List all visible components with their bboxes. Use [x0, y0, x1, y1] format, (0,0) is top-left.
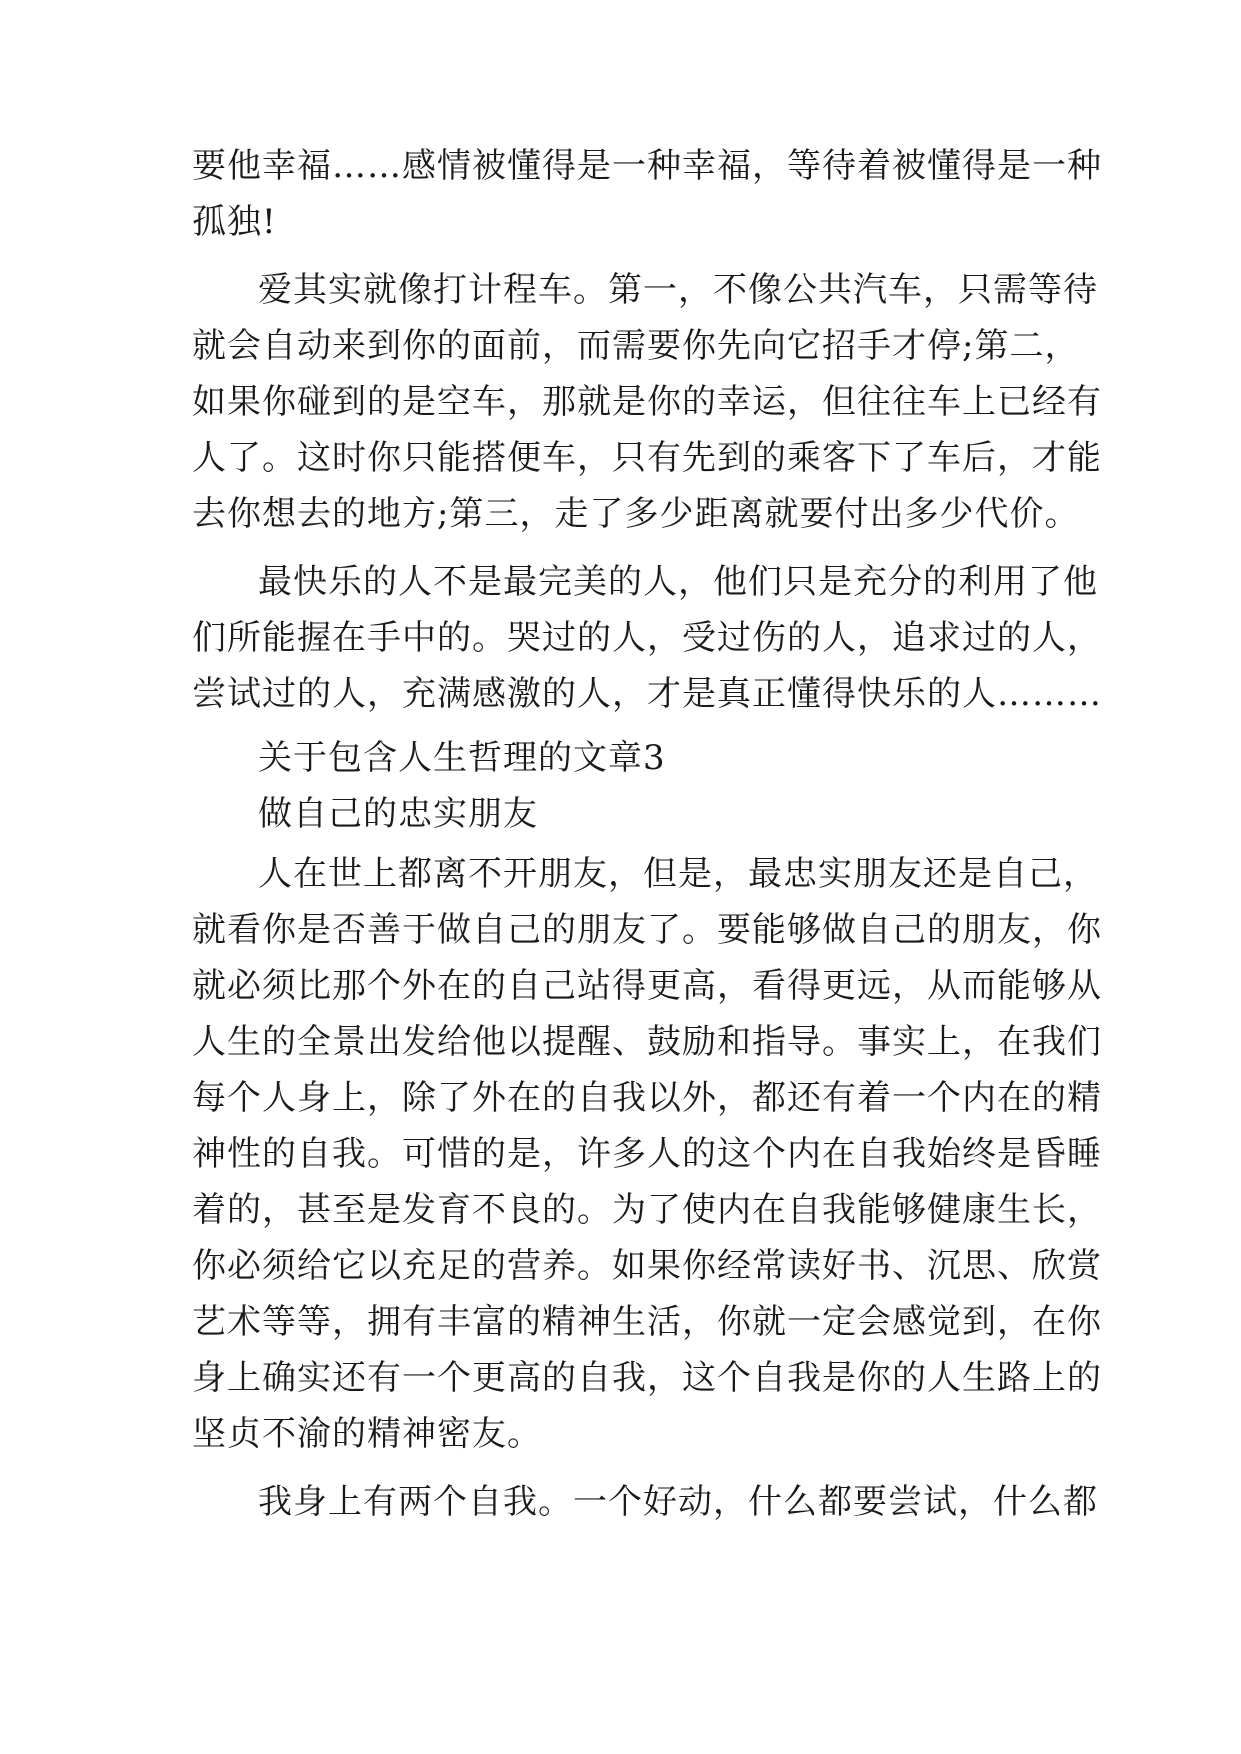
- text-line: 身上确实还有一个更高的自我，这个自我是你的人生路上的: [192, 1358, 1102, 1398]
- text-line: 坚贞不渝的精神密友。: [192, 1414, 542, 1454]
- text-line: 每个人身上，除了外在的自我以外，都还有着一个内在的精: [192, 1078, 1102, 1118]
- text-line: 爱其实就像打计程车。第一，不像公共汽车，只需等待: [258, 270, 1098, 310]
- text-line: 孤独!: [192, 202, 277, 242]
- text-line: 就看你是否善于做自己的朋友了。要能够做自己的朋友，你: [192, 910, 1102, 950]
- article-title: 做自己的忠实朋友: [258, 794, 538, 834]
- text-line: 去你想去的地方;第三，走了多少距离就要付出多少代价。: [192, 494, 1080, 534]
- text-line: 要他幸福……感情被懂得是一种幸福，等待着被懂得是一种: [192, 146, 1102, 186]
- text-line: 们所能握在手中的。哭过的人，受过伤的人，追求过的人，: [192, 618, 1102, 658]
- text-line: 艺术等等，拥有丰富的精神生活，你就一定会感觉到，在你: [192, 1302, 1102, 1342]
- text-line: 神性的自我。可惜的是，许多人的这个内在自我始终是昏睡: [192, 1134, 1102, 1174]
- text-line: 人在世上都离不开朋友，但是，最忠实朋友还是自己，: [258, 854, 1098, 894]
- text-line: 人了。这时你只能搭便车，只有先到的乘客下了车后，才能: [192, 438, 1102, 478]
- text-line: 就必须比那个外在的自己站得更高，看得更远，从而能够从: [192, 966, 1102, 1006]
- text-line: 着的，甚至是发育不良的。为了使内在自我能够健康生长，: [192, 1190, 1102, 1230]
- text-line: 就会自动来到你的面前，而需要你先向它招手才停;第二，: [192, 326, 1080, 366]
- text-line: 我身上有两个自我。一个好动，什么都要尝试，什么都: [258, 1482, 1098, 1522]
- text-line: 如果你碰到的是空车，那就是你的幸运，但往往车上已经有: [192, 382, 1102, 422]
- article-heading: 关于包含人生哲理的文章3: [258, 738, 666, 778]
- text-line: 人生的全景出发给他以提醒、鼓励和指导。事实上，在我们: [192, 1022, 1102, 1062]
- text-line: 最快乐的人不是最完美的人，他们只是充分的利用了他: [258, 562, 1098, 602]
- text-line: 你必须给它以充足的营养。如果你经常读好书、沉思、欣赏: [192, 1246, 1102, 1286]
- text-line: 尝试过的人，充满感激的人，才是真正懂得快乐的人………: [192, 674, 1102, 714]
